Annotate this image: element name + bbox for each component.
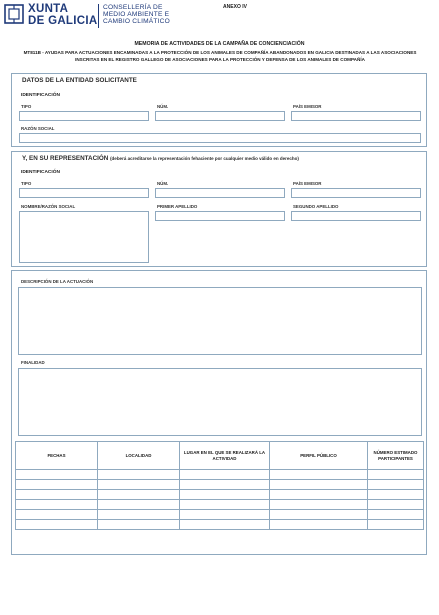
table-row [16, 500, 424, 510]
representative-tipo-field[interactable] [19, 188, 149, 198]
cell-input[interactable] [368, 490, 424, 500]
representative-apellido2-field[interactable] [291, 211, 421, 221]
cell-input[interactable] [98, 500, 180, 510]
cell-input[interactable] [368, 520, 424, 530]
xunta-logo-icon [4, 4, 24, 24]
representative-section-title [22, 155, 299, 162]
header-perfil: PERFIL PÚBLICO [270, 442, 368, 470]
dept-line-1: CONSELLERÍA DE [103, 4, 163, 11]
cell-input[interactable] [180, 480, 270, 490]
representative-subtitle: (deberá acreditarse la representación fehaciente por cualquier medio válido en derecho) [110, 156, 299, 161]
cell-input[interactable] [270, 520, 368, 530]
representative-nombre-label: NOMBRE/RAZÓN SOCIAL [21, 204, 76, 209]
header-fechas: FECHAS [16, 442, 98, 470]
cell-input[interactable] [98, 470, 180, 480]
cell-input[interactable] [368, 510, 424, 520]
entity-tipo-label: TIPO [21, 104, 32, 109]
cell-input[interactable] [16, 470, 98, 480]
finalidad-label: FINALIDAD [21, 360, 45, 365]
cell-input[interactable] [16, 520, 98, 530]
memo-title: MEMORIA DE ACTIVIDADES DE LA CAMPAÑA DE CONCIENCIACIÓN [134, 41, 305, 47]
entity-razon-label: RAZÓN SOCIAL [21, 126, 55, 131]
table-row [16, 470, 424, 480]
entity-pais-label: PAÍS EMISOR [293, 104, 322, 109]
cell-input[interactable] [180, 510, 270, 520]
table-row [16, 520, 424, 530]
cell-input[interactable] [368, 500, 424, 510]
representative-tipo-label: TIPO [21, 181, 32, 186]
cell-input[interactable] [16, 490, 98, 500]
cell-input[interactable] [180, 520, 270, 530]
finalidad-field[interactable] [18, 368, 422, 436]
cell-input[interactable] [98, 480, 180, 490]
cell-input[interactable] [98, 510, 180, 520]
brand-name [28, 3, 97, 27]
cell-input[interactable] [16, 480, 98, 490]
dept-line-3: CAMBIO CLIMÁTICO [103, 18, 170, 26]
table-row [16, 490, 424, 500]
cell-input[interactable] [98, 490, 180, 500]
entity-num-label: NÚM. [157, 104, 169, 109]
cell-input[interactable] [180, 500, 270, 510]
cell-input[interactable] [270, 490, 368, 500]
representative-apellido1-label: PRIMER APELLIDO [157, 204, 198, 209]
annex-label: ANEXO IV [223, 4, 247, 10]
cell-input[interactable] [270, 510, 368, 520]
header-participantes: NÚMERO ESTIMADO PARTICIPANTES [368, 442, 424, 470]
cell-input[interactable] [180, 490, 270, 500]
cell-input[interactable] [270, 470, 368, 480]
cell-input[interactable] [16, 510, 98, 520]
representative-pais-field[interactable] [291, 188, 421, 198]
descripcion-label: DESCRIPCIÓN DE LA ACTUACIÓN [21, 279, 94, 284]
entity-pais-field[interactable] [291, 111, 421, 121]
table-row [16, 480, 424, 490]
entity-section [11, 73, 427, 147]
memo-description: MT811B - AYUDAS PARA ACTUACIONES ENCAMINADAS A LA PROTECCIÓN DE LOS ANIMALES DE COMPAÑÍA ABANDONADOS EN GALICIA DESTINADAS A LAS ASOCIACIONES INSCRITAS EN EL REGISTRO GALLEGO DE ASOCIACIONES PARA LA PROTECCIÓN Y DEFENSA DE LOS ANIMALES DE COMPAÑÍA [23, 50, 417, 62]
header-lugar: LUGAR EN EL QUE SE REALIZARÁ LA ACTIVIDAD [180, 442, 270, 470]
cell-input[interactable] [98, 520, 180, 530]
entity-num-field[interactable] [155, 111, 285, 121]
cell-input[interactable] [368, 480, 424, 490]
representative-apellido1-field[interactable] [155, 211, 285, 221]
table-row [16, 510, 424, 520]
cell-input[interactable] [368, 470, 424, 480]
entity-identification-heading: IDENTIFICACIÓN [21, 93, 60, 98]
dept-line-2: MEDIO AMBIENTE E [103, 11, 170, 19]
representative-apellido2-label: SEGUNDO APELLIDO [293, 204, 339, 209]
header-localidad: LOCALIDAD [98, 442, 180, 470]
entity-tipo-field[interactable] [19, 111, 149, 121]
descripcion-field[interactable] [18, 287, 422, 355]
representative-num-label: NÚM. [157, 181, 169, 186]
activities-table [15, 441, 424, 530]
representative-num-field[interactable] [155, 188, 285, 198]
brand-line-2: DE GALICIA [28, 15, 98, 27]
brand-divider [98, 4, 99, 28]
cell-input[interactable] [270, 500, 368, 510]
department-name [103, 4, 170, 26]
representative-nombre-field[interactable] [19, 211, 149, 263]
brand-line-1: XUNTA [28, 3, 69, 15]
cell-input[interactable] [180, 470, 270, 480]
representative-section [11, 151, 427, 267]
entity-razon-field[interactable] [19, 133, 421, 143]
cell-input[interactable] [16, 500, 98, 510]
entity-section-title: DATOS DE LA ENTIDAD SOLICITANTE [22, 77, 137, 84]
table-header-row [16, 442, 424, 470]
cell-input[interactable] [270, 480, 368, 490]
representative-identification-heading: IDENTIFICACIÓN [21, 170, 60, 175]
representative-title-text: Y, EN SU REPRESENTACIÓN [22, 155, 109, 162]
representative-pais-label: PAÍS EMISOR [293, 181, 322, 186]
